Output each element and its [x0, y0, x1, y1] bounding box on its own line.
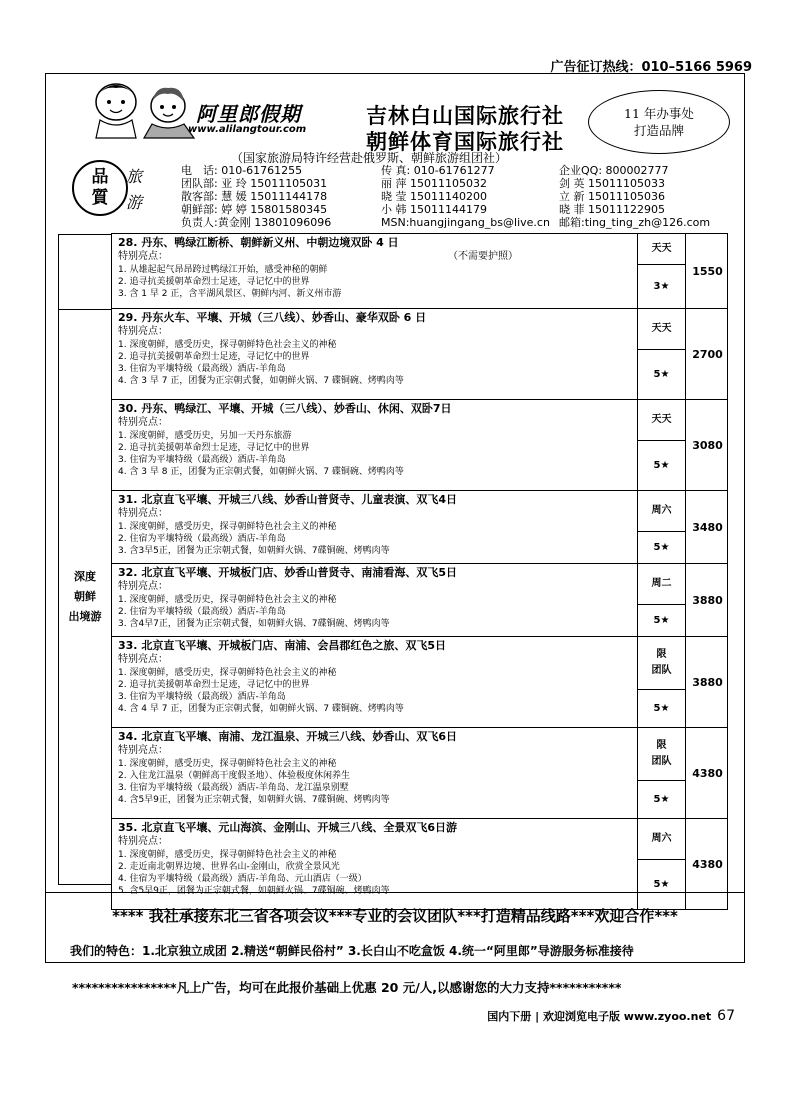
page-footer [487, 1008, 735, 1024]
route-title: 28. 丹东、鸭绿江断桥、朝鲜新义州、中朝边境双卧 4 日 [118, 236, 399, 249]
departure-day: 周六 [638, 819, 685, 860]
route-title: 34. 北京直飞平壤、南浦、龙江温泉、开城三八线、妙香山、双飞6日 [118, 730, 457, 743]
route-row [111, 727, 728, 819]
route-highlight-item: 2. 住宿为平壤特级（最高级）酒店-羊角岛 [118, 607, 286, 617]
route-highlights-label: 特别亮点： [118, 581, 168, 592]
departure-day: 天天 [638, 309, 685, 350]
contact-row: 朝鲜部: 婷 婷 15801580345 小 韩 15011144179 晓 菲 15011122905 [181, 203, 665, 216]
conference-banner: **** 我社承接东北三省各项会议***专业的会议团队***打造精品线路***欢迎合作*** [46, 892, 744, 937]
route-highlight-item: 1. 从雄起起气昂昂跨过鸭绿江开始，感受神秘的朝鲜 [118, 265, 328, 275]
route-highlights-label: 特别亮点： [118, 836, 168, 847]
route-info [112, 400, 637, 479]
hotel-rating: 5★ [653, 368, 670, 380]
authorization-line: （国家旅游局特许经营赴俄罗斯、朝鲜旅游组团社） [231, 151, 508, 165]
contact-row: 团队部: 亚 玲 15011105031 丽 萍 15011105032 剑 英 15011105033 [181, 177, 665, 190]
features-line: 我们的特色：1.北京独立成团 2.精送“朝鲜民俗村” 3.长白山不吃盒饭 4.统一“阿里郎”导游服务标准接待 [70, 944, 634, 958]
route-highlight-item: 4. 住宿为平壤特级（最高级）酒店-羊角岛、元山酒店（一级） [118, 874, 367, 884]
route-info [112, 491, 637, 558]
departure-day: 周二 [638, 564, 685, 605]
hotel-rating: 5★ [653, 459, 670, 471]
contact-row: 散客部: 慧 媛 15011144178 晓 莹 15011140200 立 新 15011105036 [181, 190, 665, 203]
ad-frame [45, 73, 745, 963]
route-highlights-label: 特别亮点： [118, 508, 168, 519]
route-row [111, 233, 728, 309]
route-highlights-label: 特别亮点： [118, 745, 168, 756]
route-highlight-item: 3. 含 1 早 2 正，含平湖风景区、朝鲜内河、新义州市游 [118, 289, 342, 299]
svg-text:品: 品 [91, 167, 109, 187]
svg-text:旅: 旅 [125, 167, 143, 186]
route-highlight-item: 1. 深度朝鲜，感受历史，探寻朝鲜特色社会主义的神秘 [118, 340, 337, 350]
agency-name-1: 吉林白山国际旅行社 [366, 103, 564, 128]
route-highlight-item: 3. 住宿为平壤特级（最高级）酒店-羊角岛 [118, 692, 286, 702]
route-highlight-item: 3. 住宿为平壤特级（最高级）酒店-羊角岛、龙江温泉别墅 [118, 783, 349, 793]
route-highlight-item: 1. 深度朝鲜，感受历史，探寻朝鲜特色社会主义的神秘 [118, 668, 337, 678]
route-price: 4380 [685, 819, 729, 909]
route-highlight-item: 4. 含 3 早 7 正，团餐为正宗朝式餐，如朝鲜火锅、7 碟铜碗、烤鸭肉等 [118, 376, 404, 386]
route-price: 1550 [685, 234, 729, 308]
route-title: 31. 北京直飞平壤、开城三八线、妙香山普贤寺、儿童表演、双飞4日 [118, 493, 457, 506]
route-title: 29. 丹东火车、平壤、开城（三八线）、妙香山、豪华双卧 6 日 [118, 311, 427, 324]
route-highlight-item: 2. 住宿为平壤特级（最高级）酒店-羊角岛 [118, 534, 286, 544]
route-highlight-item: 3. 住宿为平壤特级（最高级）酒店-羊角岛 [118, 455, 286, 465]
hotel-rating: 5★ [653, 702, 670, 714]
hotel-rating: 5★ [653, 793, 670, 805]
route-row [111, 563, 728, 637]
route-highlight-item: 2. 追寻抗美援朝革命烈士足迹，寻记忆中的世界 [118, 277, 310, 287]
route-note: （不需要护照） [448, 251, 518, 262]
route-row [111, 636, 728, 728]
departure-day: 天天 [638, 234, 685, 265]
route-highlight-item: 1. 深度朝鲜，感受历史，探寻朝鲜特色社会主义的神秘 [118, 850, 337, 860]
hotel-rating: 3★ [653, 280, 670, 292]
route-price: 2700 [685, 309, 729, 399]
route-schedule [637, 728, 685, 818]
agency-name-2: 朝鲜体育国际旅行社 [366, 129, 564, 154]
route-row [111, 490, 728, 564]
svg-text:游: 游 [125, 193, 143, 212]
hotel-rating: 5★ [653, 878, 670, 890]
route-schedule [637, 309, 685, 399]
route-highlight-item: 2. 走近南北朝界边境、世界名山-金刚山，欣赏全景风光 [118, 862, 340, 872]
hotel-rating: 5★ [653, 614, 670, 626]
route-highlight-item: 1. 深度朝鲜，感受历史，探寻朝鲜特色社会主义的神秘 [118, 595, 337, 605]
route-highlight-item: 4. 含 4 早 7 正，团餐为正宗朝式餐，如朝鲜火锅、7 碟铜碗、烤鸭肉等 [118, 704, 404, 714]
route-price: 3480 [685, 491, 729, 563]
route-highlight-item: 1. 深度朝鲜，感受历史，探寻朝鲜特色社会主义的神秘 [118, 522, 337, 532]
route-row [111, 308, 728, 400]
route-title: 30. 丹东、鸭绿江、平壤、开城（三八线）、妙香山、休闲、双卧7日 [118, 402, 452, 415]
quality-seal-icon [68, 148, 148, 228]
ad-hotline: 广告征订热线：010–5166 5969 [550, 60, 752, 75]
route-info [112, 637, 637, 716]
route-highlight-item: 5. 含5早9正，团餐为正宗朝式餐，如朝鲜火锅、7碟铜碗、烤鸭肉等 [118, 886, 390, 896]
route-list [111, 234, 728, 910]
route-schedule [637, 400, 685, 490]
brand-name: 阿里郎假期 [196, 102, 301, 126]
agency-header [46, 74, 744, 234]
route-schedule [637, 491, 685, 563]
departure-day: 天天 [638, 400, 685, 441]
contact-row: 负责人:黄金刚 13801096096 MSN:huangjingang_bs@live.cn 邮箱:ting_ting_zh@126.com [181, 216, 711, 229]
route-info [112, 234, 637, 301]
route-highlight-item: 3. 含4早7正，团餐为正宗朝式餐，如朝鲜火锅、7碟铜碗、烤鸭肉等 [118, 619, 390, 629]
slogan-oval [588, 90, 730, 154]
route-highlight-item: 4. 含 3 早 8 正，团餐为正宗朝式餐，如朝鲜火锅、7 碟铜碗、烤鸭肉等 [118, 467, 404, 477]
route-highlight-item: 1. 深度朝鲜，感受历史，探寻朝鲜特色社会主义的神秘 [118, 759, 337, 769]
route-highlight-item: 3. 住宿为平壤特级（最高级）酒店-羊角岛 [118, 364, 286, 374]
route-schedule [637, 637, 685, 727]
slogan-line-1: 11 年办事处 [624, 106, 694, 121]
departure-day: 限 团队 [638, 637, 685, 690]
route-highlights-label: 特别亮点： [118, 654, 168, 665]
route-info [112, 819, 637, 898]
svg-text:質: 質 [91, 188, 109, 208]
route-highlights-label: 特别亮点： [118, 417, 168, 428]
contact-row: 电 话: 010-61761255 传 真: 010-61761277 企业QQ: 800002777 [181, 164, 669, 177]
category-cell: 深度 朝鲜 出境游 [58, 309, 112, 885]
footer-text: 国内下册 | 欢迎浏览电子版 www.zyoo.net [487, 1010, 712, 1023]
route-title: 35. 北京直飞平壤、元山海滨、金刚山、开城三八线、全景双飞6日游 [118, 821, 457, 834]
route-highlight-item: 3. 含3早5正，团餐为正宗朝式餐，如朝鲜火锅、7碟铜碗、烤鸭肉等 [118, 546, 390, 556]
page-number: 67 [717, 1008, 735, 1024]
promo-line: ****************凡上广告，均可在此报价基础上优惠 20 元/人,以感谢您的大力支持*********** [72, 980, 622, 995]
route-highlights-label: 特别亮点： [118, 326, 168, 337]
route-schedule [637, 234, 685, 308]
departure-day: 限 团队 [638, 728, 685, 781]
route-price: 3880 [685, 637, 729, 727]
route-highlight-item: 2. 追寻抗美援朝革命烈士足迹，寻记忆中的世界 [118, 680, 310, 690]
slogan-line-2: 打造品牌 [633, 123, 684, 138]
route-price: 3880 [685, 564, 729, 636]
brand-url: www.alilangtour.com [188, 124, 307, 135]
hotel-rating: 5★ [653, 541, 670, 553]
route-highlights-label: 特别亮点： （不需要护照） [118, 251, 518, 262]
route-highlight-item: 2. 追寻抗美援朝革命烈士足迹，寻记忆中的世界 [118, 352, 310, 362]
route-price: 3080 [685, 400, 729, 490]
contact-block [181, 164, 789, 229]
route-highlight-item: 2. 入住龙江温泉（朝鲜高干度假圣地）、体验极度休闲养生 [118, 771, 350, 781]
mascot-logo-icon [86, 80, 201, 140]
route-highlight-item: 4. 含5早9正，团餐为正宗朝式餐，如朝鲜火锅、7碟铜碗、烤鸭肉等 [118, 795, 390, 805]
route-row [111, 399, 728, 491]
route-title: 32. 北京直飞平壤、开城板门店、妙香山普贤寺、南浦看海、双飞5日 [118, 566, 457, 579]
route-highlight-item: 1. 深度朝鲜，感受历史，另加一天丹东旅游 [118, 431, 292, 441]
departure-day: 周六 [638, 491, 685, 532]
route-schedule [637, 564, 685, 636]
route-info [112, 728, 637, 807]
route-title: 33. 北京直飞平壤、开城板门店、南浦、会昌郡红色之旅、双飞5日 [118, 639, 446, 652]
category-cell-blank [58, 234, 112, 310]
route-info [112, 309, 637, 388]
route-price: 4380 [685, 728, 729, 818]
route-highlight-item: 2. 追寻抗美援朝革命烈士足迹，寻记忆中的世界 [118, 443, 310, 453]
route-info [112, 564, 637, 631]
